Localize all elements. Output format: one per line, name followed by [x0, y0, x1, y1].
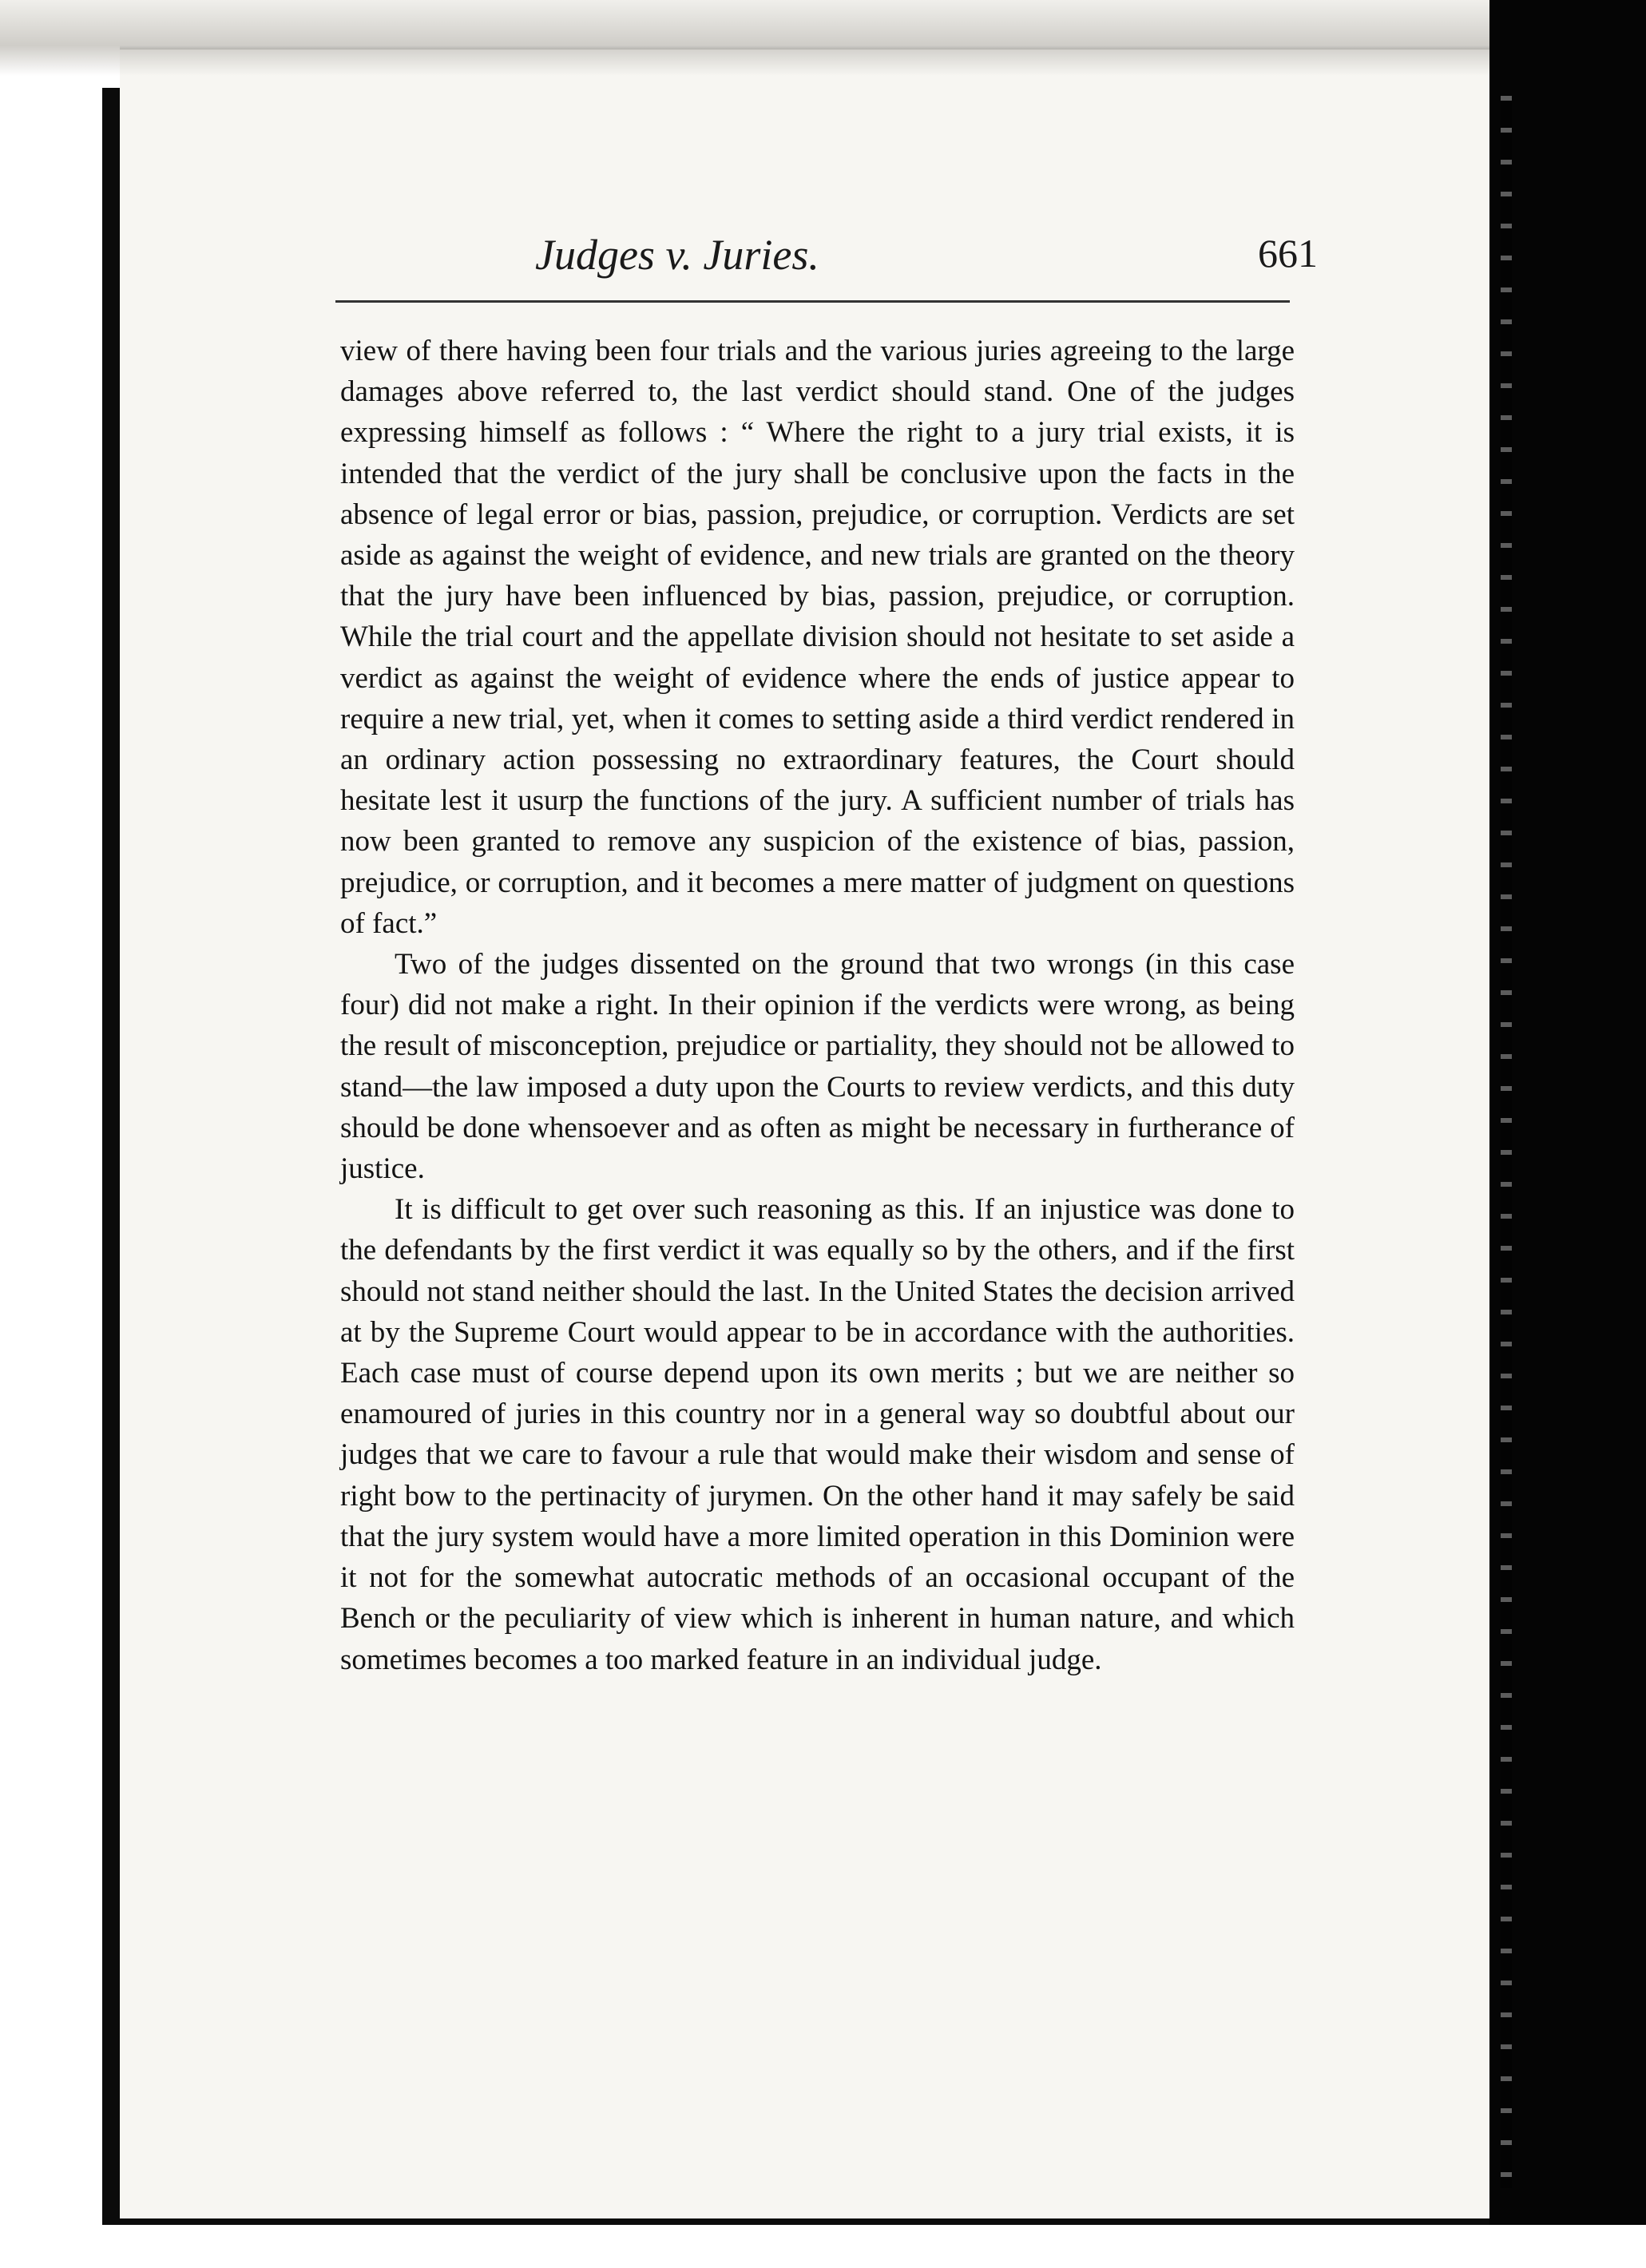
paragraph-2: Two of the judges dissented on the ground that two wrongs (in this case four) did not make a right. In their opinion if the verdicts were wrong, as being the result of misconception, prejudice or partiality, they should not be allowed to stand—the law imposed a duty upon the Courts to review verdicts, and this duty should be done whensoever and as often as might be necessary in furtherance of justice.: [340, 948, 1295, 1186]
page-number: 661: [1258, 231, 1318, 276]
right-edge-texture: [1501, 96, 1512, 2188]
paragraph-3: It is difficult to get over such reasoning as this. If an injustice was done to the defendants by the first verdict it was equally so by the others, and if the first should not stand neither should the last. In the United States the decision arrived at by the Supreme Court would appear to be in accordance with the authorities. Each case must of course depend upon its own merits ; but we are neither so enamoured of juries in this country nor in a general way so doubtful about our judges that we care to favour a rule that would make their wisdom and sense of right bow to the pertinacity of jurymen. On the other hand it may safely be said that the jury system would have a more limited operation in this Dominion were it not for the somewhat autocratic methods of an occasional occupant of the Bench or the peculiarity of view which is inherent in human nature, and which sometimes becomes a too marked feature in an individual judge.: [340, 1193, 1295, 1676]
page-header: [335, 230, 1318, 302]
bottom-page-edge: [120, 2218, 1489, 2225]
body-text: [340, 331, 1295, 1680]
top-page-edge: [0, 0, 1646, 76]
bottom-margin: [0, 2225, 1646, 2268]
paragraph-1: view of there having been four trials and the various juries agreeing to the large damages above referred to, the last verdict should stand. One of the judges expressing himself as follows : “ Where the right to a jury trial exists, it is intended that the verdict of the jury shall be conclusive upon the facts in the absence of legal error or bias, passion, prejudice, or corruption. Verdicts are set aside as against the weight of evidence, and new trials are granted on the theory that the jury have been influenced by bias, passion, prejudice, or corruption. While the trial court and the appellate division should not hesitate to set aside a verdict as against the weight of evidence where the ends of justice appear to require a new trial, yet, when it comes to setting aside a third verdict rendered in an ordinary action possessing no extraordinary features, the Court should hesitate lest it usurp the functions of the jury. A sufficient number of trials has now been granted to remove any suspicion of the existence of bias, passion, prejudice, or corruption, and it becomes a mere matter of judgment on questions of fact.”: [340, 335, 1295, 940]
left-binding-edge: [0, 0, 120, 2268]
right-binding-edge: [1489, 0, 1646, 2268]
running-title: Judges v. Juries.: [535, 231, 819, 279]
header-rule: [335, 300, 1290, 303]
